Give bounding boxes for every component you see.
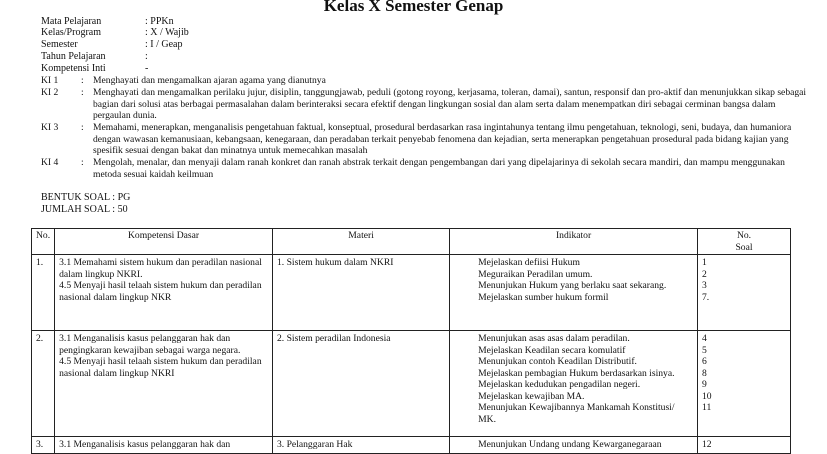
meta-label: Semester	[41, 39, 78, 50]
col-header-no-soal: No. Soal	[698, 229, 791, 255]
meta-label: Mata Pelajaran	[41, 16, 102, 27]
meta-value: -	[145, 63, 149, 74]
row-indikator: Mejelaskan defiisi Hukum Meguraikan Peradilan umum. Menunjukan Hukum yang berlaku saat sekarang. Mejelaskan sumber hukum formil	[450, 255, 698, 331]
meta-label: Kompetensi Inti	[41, 63, 106, 74]
row-no: 2.	[32, 331, 55, 437]
col-header-indikator: Indikator	[450, 229, 698, 255]
ki-text: Mengolah, menalar, dan menyaji dalam ranah konkret dan ranah abstrak terkait dengan pengembangan dari yang dipelajarinya di sekolah secara mandiri, dan mampu menggunakan metoda sesuai kaidah keilmuan	[93, 157, 785, 180]
row-no-soal: 12	[698, 437, 791, 454]
ki-code: KI 1	[41, 75, 59, 86]
table-row	[32, 437, 791, 454]
row-materi: 3. Pelanggaran Hak	[273, 437, 450, 454]
row-kd: 3.1 Menganalisis kasus pelanggaran hak dan pengingkaran kewajiban sebagai warga negara. 4.5 Menyaji hasil telaah sistem hukum dan peradilan nasional dalam lingkup NKRI	[55, 331, 273, 437]
page-title: Kelas X Semester Genap	[323, 0, 504, 15]
meta-value: : X / Wajib	[145, 27, 189, 38]
meta-value: : PPKn	[145, 16, 174, 27]
col-header-materi: Materi	[273, 229, 450, 255]
row-no-soal: 4 5 6 8 9 10 11	[698, 331, 791, 437]
ki-text: Menghayati dan mengamalkan perilaku jujur, disiplin, tanggungjawab, peduli (gotong royong, kerjasama, toleran, damai), santun, responsif dan pro-aktif dan menunjukkan sikap sebagai bagian dari solusi atas berbagai permasalahan dalam berinteraksi secara efektif dengan lingkungan sosial dan alam serta dalam menempatkan diri sebagai cerminan bangsa dalam pergaulan dunia.	[93, 87, 807, 121]
row-kd: 3.1 Menganalisis kasus pelanggaran hak dan	[55, 437, 273, 454]
meta-value: :	[145, 51, 148, 62]
row-indikator: Menunjukan Undang undang Kewarganegaraan	[450, 437, 698, 454]
bentuk-soal: BENTUK SOAL : PG	[41, 192, 131, 203]
row-materi: 2. Sistem peradilan Indonesia	[273, 331, 450, 437]
row-indikator: Menunjukan asas asas dalam peradilan. Mejelaskan Keadilan secara komulatif Menunjukan contoh Keadilan Distributif. Mejelaskan pembagian Hukum berdasarkan isinya. Mejelaskan kedudukan pengadilan negeri. Mejelaskan kewajiban MA. Menunjukan Kewajibannya Mankamah Konstitusi/ MK.	[450, 331, 698, 437]
meta-value: : I / Geap	[145, 39, 183, 50]
meta-label: Kelas/Program	[41, 27, 101, 38]
meta-label: Tahun Pelajaran	[41, 51, 106, 62]
col-header-no: No.	[32, 229, 55, 255]
ki-code: KI 2	[41, 87, 59, 98]
row-materi: 1. Sistem hukum dalam NKRI	[273, 255, 450, 331]
row-no-soal: 1 2 3 7.	[698, 255, 791, 331]
row-no: 1.	[32, 255, 55, 331]
ki-code: KI 3	[41, 122, 59, 133]
row-kd: 3.1 Memahami sistem hukum dan peradilan nasional dalam lingkup NKRI. 4.5 Menyaji hasil telaah sistem hukum dan peradilan nasional dalam lingkup NKR	[55, 255, 273, 331]
col-header-kd: Kompetensi Dasar	[55, 229, 273, 255]
ki-text: Memahami, menerapkan, menganalisis pengetahuan faktual, konseptual, prosedural berdasarkan rasa ingintahunya tentang ilmu pengetahuan, teknologi, seni, budaya, dan humaniora dengan wawasan kemanusiaan, kebangsaan, kenegaraan, dan peradaban terkait penyebab fenomena dan kejadian, serta menerapkan pengetahuan prosedural pada bidang kajian yang spesifik sesuai dengan bakat dan minatnya untuk memecahkan masalah	[93, 122, 792, 156]
ki-text: Menghayati dan mengamalkan ajaran agama yang dianutnya	[93, 75, 326, 86]
row-no: 3.	[32, 437, 55, 454]
jumlah-soal: JUMLAH SOAL : 50	[41, 204, 128, 215]
ki-code: KI 4	[41, 157, 59, 168]
table-row	[32, 331, 791, 437]
table-row	[32, 255, 791, 331]
kisi-table	[31, 228, 791, 454]
table-header-row	[32, 229, 791, 255]
